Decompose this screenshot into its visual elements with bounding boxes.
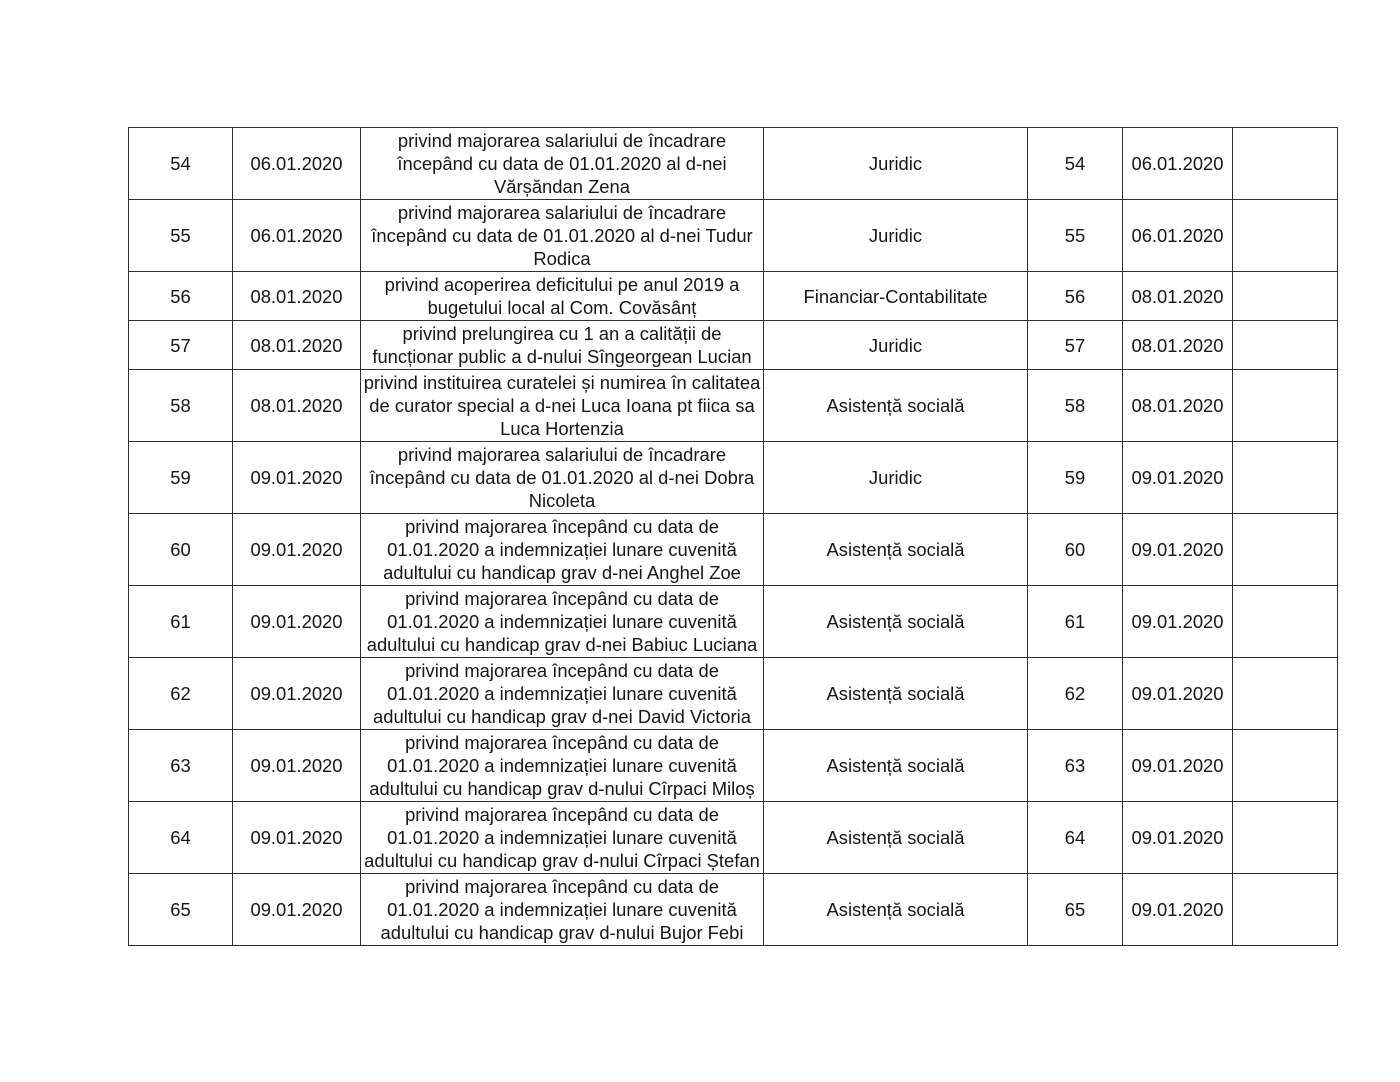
department-cell: Juridic: [764, 128, 1028, 200]
note-cell: [1233, 321, 1338, 370]
department-cell: Asistență socială: [764, 802, 1028, 874]
registration-number-cell: 60: [1028, 514, 1123, 586]
register-row: [129, 874, 1338, 946]
department-cell: Asistență socială: [764, 514, 1028, 586]
date-cell: 08.01.2020: [233, 321, 361, 370]
row-number-cell: 63: [129, 730, 233, 802]
note-cell: [1233, 658, 1338, 730]
register-row: [129, 321, 1338, 370]
registration-date-cell: 09.01.2020: [1123, 658, 1233, 730]
note-cell: [1233, 514, 1338, 586]
subject-cell: privind majorarea începând cu data de 01.01.2020 a indemnizației lunare cuvenită adultului cu handicap grav d-nei Anghel Zoe: [361, 514, 764, 586]
date-cell: 09.01.2020: [233, 514, 361, 586]
subject-cell: privind majorarea începând cu data de 01.01.2020 a indemnizației lunare cuvenită adultului cu handicap grav d-nei David Victoria: [361, 658, 764, 730]
registration-date-cell: 09.01.2020: [1123, 586, 1233, 658]
row-number-cell: 59: [129, 442, 233, 514]
department-cell: Asistență socială: [764, 586, 1028, 658]
subject-cell: privind prelungirea cu 1 an a calității de funcționar public a d-nului Sîngeorgean Lucian: [361, 321, 764, 370]
registration-number-cell: 57: [1028, 321, 1123, 370]
row-number-cell: 54: [129, 128, 233, 200]
register-table-body: [129, 128, 1338, 946]
registration-date-cell: 09.01.2020: [1123, 442, 1233, 514]
note-cell: [1233, 128, 1338, 200]
registration-date-cell: 06.01.2020: [1123, 200, 1233, 272]
date-cell: 09.01.2020: [233, 586, 361, 658]
row-number-cell: 56: [129, 272, 233, 321]
register-row: [129, 128, 1338, 200]
subject-cell: privind majorarea începând cu data de 01.01.2020 a indemnizației lunare cuvenită adultului cu handicap grav d-nului Bujor Febi: [361, 874, 764, 946]
date-cell: 09.01.2020: [233, 874, 361, 946]
subject-cell: privind majorarea începând cu data de 01.01.2020 a indemnizației lunare cuvenită adultului cu handicap grav d-nului Cîrpaci Miloș: [361, 730, 764, 802]
subject-cell: privind instituirea curatelei și numirea în calitatea de curator special a d-nei Luca Ioana pt fiica sa Luca Hortenzia: [361, 370, 764, 442]
registration-number-cell: 64: [1028, 802, 1123, 874]
register-row: [129, 370, 1338, 442]
note-cell: [1233, 586, 1338, 658]
registration-date-cell: 09.01.2020: [1123, 802, 1233, 874]
department-cell: Asistență socială: [764, 658, 1028, 730]
registration-date-cell: 09.01.2020: [1123, 730, 1233, 802]
registration-date-cell: 08.01.2020: [1123, 321, 1233, 370]
registration-number-cell: 61: [1028, 586, 1123, 658]
row-number-cell: 65: [129, 874, 233, 946]
note-cell: [1233, 802, 1338, 874]
department-cell: Asistență socială: [764, 370, 1028, 442]
department-cell: Juridic: [764, 442, 1028, 514]
subject-cell: privind majorarea salariului de încadrare începând cu data de 01.01.2020 al d-nei Vărșăndan Zena: [361, 128, 764, 200]
date-cell: 09.01.2020: [233, 442, 361, 514]
note-cell: [1233, 272, 1338, 321]
note-cell: [1233, 370, 1338, 442]
subject-cell: privind majorarea începând cu data de 01.01.2020 a indemnizației lunare cuvenită adultului cu handicap grav d-nului Cîrpaci Ștefan: [361, 802, 764, 874]
row-number-cell: 57: [129, 321, 233, 370]
subject-cell: privind majorarea începând cu data de 01.01.2020 a indemnizației lunare cuvenită adultului cu handicap grav d-nei Babiuc Luciana: [361, 586, 764, 658]
note-cell: [1233, 442, 1338, 514]
registration-date-cell: 09.01.2020: [1123, 514, 1233, 586]
registration-number-cell: 58: [1028, 370, 1123, 442]
registration-number-cell: 63: [1028, 730, 1123, 802]
note-cell: [1233, 200, 1338, 272]
department-cell: Juridic: [764, 200, 1028, 272]
registration-date-cell: 08.01.2020: [1123, 272, 1233, 321]
department-cell: Asistență socială: [764, 730, 1028, 802]
department-cell: Asistență socială: [764, 874, 1028, 946]
registration-date-cell: 08.01.2020: [1123, 370, 1233, 442]
department-cell: Financiar-Contabilitate: [764, 272, 1028, 321]
registration-date-cell: 06.01.2020: [1123, 128, 1233, 200]
register-row: [129, 514, 1338, 586]
register-row: [129, 730, 1338, 802]
row-number-cell: 64: [129, 802, 233, 874]
note-cell: [1233, 874, 1338, 946]
date-cell: 08.01.2020: [233, 370, 361, 442]
register-row: [129, 802, 1338, 874]
date-cell: 06.01.2020: [233, 200, 361, 272]
subject-cell: privind majorarea salariului de încadrare începând cu data de 01.01.2020 al d-nei Dobra Nicoleta: [361, 442, 764, 514]
registration-number-cell: 59: [1028, 442, 1123, 514]
date-cell: 06.01.2020: [233, 128, 361, 200]
row-number-cell: 62: [129, 658, 233, 730]
row-number-cell: 60: [129, 514, 233, 586]
registration-number-cell: 65: [1028, 874, 1123, 946]
register-row: [129, 442, 1338, 514]
date-cell: 09.01.2020: [233, 802, 361, 874]
registration-date-cell: 09.01.2020: [1123, 874, 1233, 946]
register-row: [129, 586, 1338, 658]
row-number-cell: 55: [129, 200, 233, 272]
date-cell: 09.01.2020: [233, 730, 361, 802]
subject-cell: privind acoperirea deficitului pe anul 2019 a bugetului local al Com. Covăsânț: [361, 272, 764, 321]
registration-number-cell: 56: [1028, 272, 1123, 321]
note-cell: [1233, 730, 1338, 802]
subject-cell: privind majorarea salariului de încadrare începând cu data de 01.01.2020 al d-nei Tudur Rodica: [361, 200, 764, 272]
register-row: [129, 658, 1338, 730]
date-cell: 09.01.2020: [233, 658, 361, 730]
registration-number-cell: 55: [1028, 200, 1123, 272]
registration-number-cell: 62: [1028, 658, 1123, 730]
row-number-cell: 61: [129, 586, 233, 658]
register-row: [129, 200, 1338, 272]
register-row: [129, 272, 1338, 321]
dispositions-register-table: [128, 127, 1338, 946]
row-number-cell: 58: [129, 370, 233, 442]
registration-number-cell: 54: [1028, 128, 1123, 200]
department-cell: Juridic: [764, 321, 1028, 370]
date-cell: 08.01.2020: [233, 272, 361, 321]
